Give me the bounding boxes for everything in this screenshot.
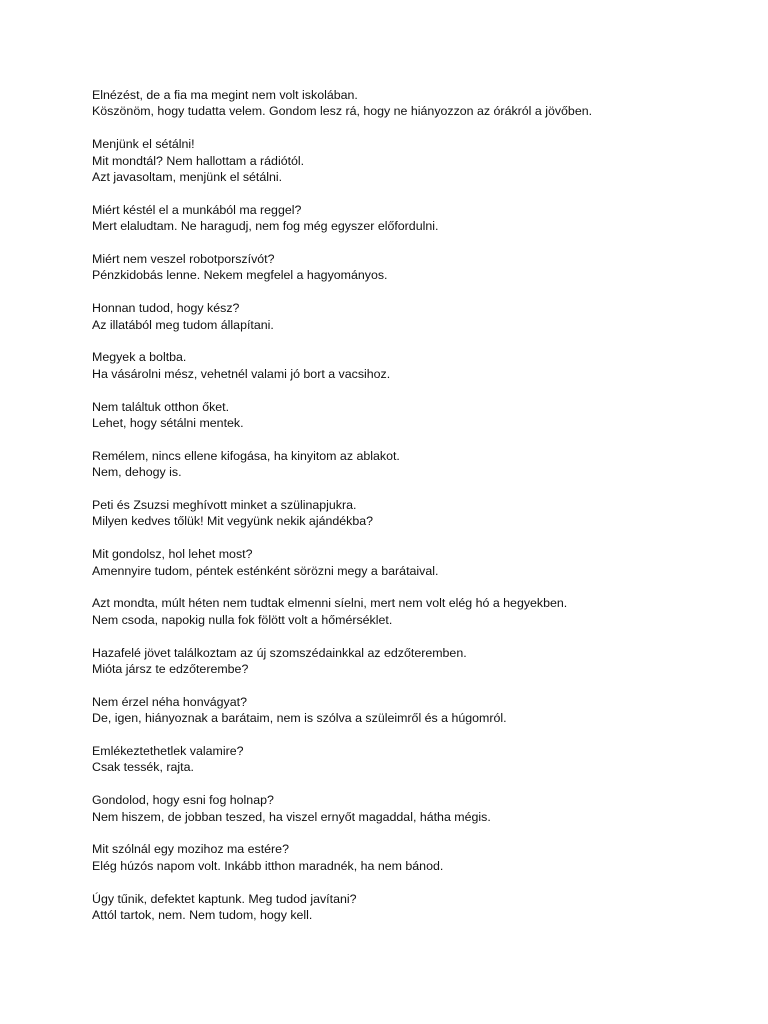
dialog-line: Pénzkidobás lenne. Nekem megfelel a hagyományos. <box>92 268 388 283</box>
dialog-block <box>92 300 732 333</box>
dialog-line: Menjünk el sétálni! <box>92 137 195 152</box>
dialog-block <box>92 251 732 284</box>
dialog-line: Nem érzel néha honvágyat? <box>92 694 247 709</box>
dialog-line: Nem találtuk otthon őket. <box>92 399 230 414</box>
dialog-block <box>92 497 732 530</box>
dialog-block <box>92 792 732 825</box>
dialog-line: Attól tartok, nem. Nem tudom, hogy kell. <box>92 908 313 923</box>
dialog-line: Nem hiszem, de jobban teszed, ha viszel ernyőt magaddal, hátha mégis. <box>92 809 491 824</box>
dialog-block <box>92 595 732 628</box>
dialog-line: Miért nem veszel robotporszívót? <box>92 252 275 267</box>
dialog-block <box>92 546 732 579</box>
dialog-line: Csak tessék, rajta. <box>92 760 194 775</box>
dialog-block <box>92 743 732 776</box>
dialog-line: Peti és Zsuzsi meghívott minket a szülinapjukra. <box>92 498 357 513</box>
dialog-block <box>92 399 732 432</box>
dialog-block <box>92 645 732 678</box>
dialog-line: Hazafelé jövet találkoztam az új szomszédainkkal az edzőteremben. <box>92 645 467 660</box>
dialog-line: Nem, dehogy is. <box>92 465 182 480</box>
dialog-line: Amennyire tudom, péntek esténként sörözni megy a barátaival. <box>92 563 439 578</box>
dialog-line: Köszönöm, hogy tudatta velem. Gondom lesz rá, hogy ne hiányozzon az órákról a jövőben. <box>92 104 593 119</box>
dialog-block <box>92 841 732 874</box>
dialog-line: Azt javasoltam, menjünk el sétálni. <box>92 170 283 185</box>
dialog-line: Elnézést, de a fia ma megint nem volt iskolában. <box>92 88 358 102</box>
dialog-line: Gondolod, hogy esni fog holnap? <box>92 793 274 808</box>
dialog-block <box>92 891 732 924</box>
dialog-line: Az illatából meg tudom állapítani. <box>92 317 274 332</box>
dialog-line: Úgy tűnik, defektet kaptunk. Meg tudod javítani? <box>92 891 357 906</box>
dialog-line: Honnan tudod, hogy kész? <box>92 301 240 316</box>
dialog-line: Elég húzós napom volt. Inkább itthon maradnék, ha nem bánod. <box>92 858 444 873</box>
dialog-line: Azt mondta, múlt héten nem tudtak elmenni síelni, mert nem volt elég hó a hegyekben. <box>92 596 568 611</box>
dialog-line: Mit szólnál egy mozihoz ma estére? <box>92 842 289 857</box>
dialog-line: Nem csoda, napokig nulla fok fölött volt a hőmérséklet. <box>92 612 393 627</box>
dialog-line: Megyek a boltba. <box>92 350 187 365</box>
dialog-block <box>92 694 732 727</box>
dialog-block <box>92 202 732 235</box>
dialog-line: Emlékeztethetlek valamire? <box>92 744 244 759</box>
dialog-line: Mit mondtál? Nem hallottam a rádiótól. <box>92 153 305 168</box>
dialog-line: Remélem, nincs ellene kifogása, ha kinyitom az ablakot. <box>92 448 400 463</box>
dialog-line: De, igen, hiányoznak a barátaim, nem is szólva a szüleimről és a húgomról. <box>92 711 507 726</box>
dialog-block <box>92 349 732 382</box>
dialog-block <box>92 136 732 185</box>
dialog-line: Lehet, hogy sétálni mentek. <box>92 416 244 431</box>
dialog-line: Mert elaludtam. Ne haragudj, nem fog még egyszer előfordulni. <box>92 219 439 234</box>
dialog-block <box>92 448 732 481</box>
dialog-line: Mit gondolsz, hol lehet most? <box>92 547 253 562</box>
dialog-line: Milyen kedves tőlük! Mit vegyünk nekik ajándékba? <box>92 514 374 529</box>
dialog-line: Mióta jársz te edzőterembe? <box>92 662 249 677</box>
dialog-line: Ha vásárolni mész, vehetnél valami jó bort a vacsihoz. <box>92 366 391 381</box>
dialog-line: Miért késtél el a munkából ma reggel? <box>92 202 302 217</box>
document-body <box>92 87 732 940</box>
dialog-block <box>92 87 732 120</box>
